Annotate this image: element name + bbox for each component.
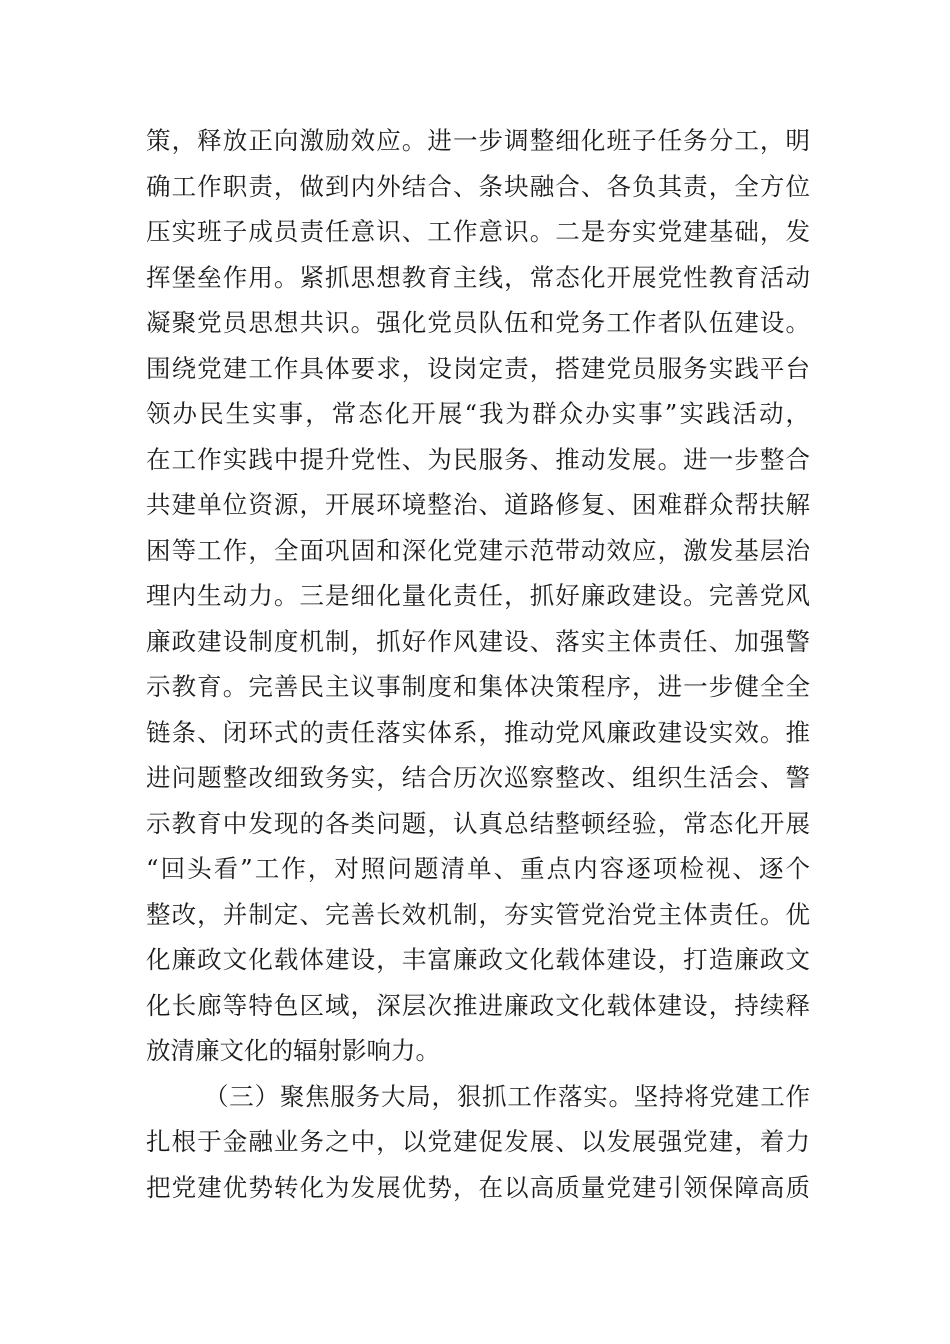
- text-line: 化廉政文化载体建设，丰富廉政文化载体建设，打造廉政文: [146, 945, 810, 974]
- text-line: 把党建优势转化为发展优势，在以高质量党建引领保障高质: [146, 1172, 810, 1202]
- text-line: 整改，并制定、完善长效机制，夯实管党治党主体责任。优: [146, 899, 810, 929]
- text-line: 确工作职责，做到内外结合、条块融合、各负其责，全方位: [146, 171, 810, 201]
- text-line: 围绕党建工作具体要求，设岗定责，搭建党员服务实践平台: [146, 353, 810, 383]
- text-line: 理内生动力。三是细化量化责任，抓好廉政建设。完善党风: [146, 581, 810, 610]
- text-line: 压实班子成员责任意识、工作意识。二是夯实党建基础，发: [146, 217, 810, 246]
- text-line: 化长廊等特色区域，深层次推进廉政文化载体建设，持续释: [146, 990, 810, 1020]
- text-line: 领办民生实事，常态化开展“我为群众办实事”实践活动，: [146, 399, 810, 428]
- text-line: 扎根于金融业务之中，以党建促发展、以发展强党建，着力: [146, 1127, 810, 1156]
- text-line: 进问题整改细致务实，结合历次巡察整改、组织生活会、警: [146, 763, 810, 792]
- text-line: 策，释放正向激励效应。进一步调整细化班子任务分工，明: [146, 126, 810, 155]
- text-line: “回头看”工作，对照问题清单、重点内容逐项检视、逐个: [146, 854, 810, 883]
- text-line: 挥堡垒作用。紧抓思想教育主线，常态化开展党性教育活动: [146, 262, 810, 292]
- body-text: [146, 118, 810, 1210]
- text-line: 在工作实践中提升党性、为民服务、推动发展。进一步整合: [146, 444, 810, 474]
- paragraph-1: [146, 118, 810, 1074]
- text-line: 示教育中发现的各类问题，认真总结整顿经验，常态化开展: [146, 808, 810, 838]
- section-heading-line: （三）聚焦服务大局，狠抓工作落实。坚持将党建工作: [204, 1081, 810, 1111]
- text-line: 链条、闭环式的责任落实体系，推动党风廉政建设实效。推: [146, 717, 810, 747]
- text-line: 凝聚党员思想共识。强化党员队伍和党务工作者队伍建设。: [146, 308, 810, 337]
- paragraph-2: [146, 1074, 810, 1211]
- text-line: 廉政建设制度机制，抓好作风建设、落实主体责任、加强警: [146, 626, 810, 656]
- text-line: 困等工作，全面巩固和深化党建示范带动效应，激发基层治: [146, 535, 810, 565]
- text-line: 共建单位资源，开展环境整治、道路修复、困难群众帮扶解: [146, 490, 810, 519]
- text-line: 放清廉文化的辐射影响力。: [146, 1036, 440, 1065]
- text-line: 示教育。完善民主议事制度和集体决策程序，进一步健全全: [146, 672, 810, 701]
